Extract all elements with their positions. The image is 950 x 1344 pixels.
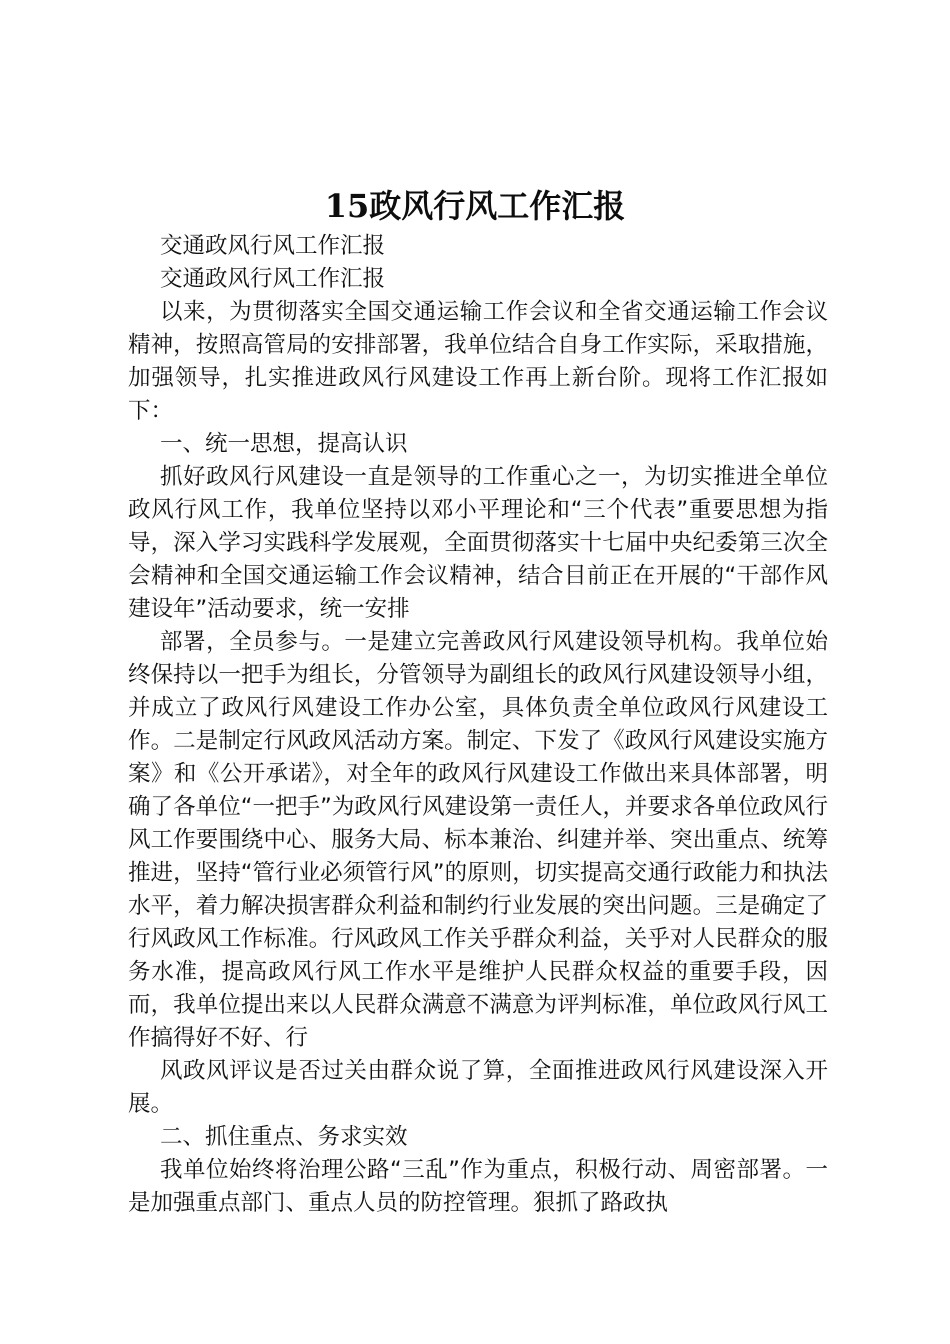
document-title: 15政风行风工作汇报 bbox=[324, 187, 626, 225]
section-heading-2: 二、抓住重点、务求实效 bbox=[160, 1124, 408, 1150]
body-paragraph: 风政风评议是否过关由群众说了算，全面推进政风行风建设深入开展。 bbox=[128, 1058, 828, 1117]
subtitle-line: 交通政风行风工作汇报 bbox=[160, 233, 386, 259]
body-paragraph: 我单位始终将治理公路“三乱”作为重点，积极行动、周密部署。一是加强重点部门、重点人员的防控管理。狠抓了路政执 bbox=[128, 1157, 828, 1216]
subtitle-line: 交通政风行风工作汇报 bbox=[160, 266, 386, 292]
document-body bbox=[128, 230, 828, 1220]
body-paragraph: 抓好政风行风建设一直是领导的工作重心之一，为切实推进全单位政风行风工作，我单位坚持以邓小平理论和“三个代表”重要思想为指导，深入学习实践科学发展观，全面贯彻落实十七届中央纪委第三次全会精神和全国交通运输工作会议精神，结合目前正在开展的“干部作风建设年”活动要求，统一安排 bbox=[128, 464, 828, 622]
section-heading-1: 一、统一思想，提高认识 bbox=[160, 431, 408, 457]
body-paragraph: 部署，全员参与。一是建立完善政风行风建设领导机构。我单位始终保持以一把手为组长，分管领导为副组长的政风行风建设领导小组，并成立了政风行风建设工作办公室，具体负责全单位政风行风建设工作。二是制定行风政风活动方案。制定、下发了《政风行风建设实施方案》和《公开承诺》，对全年的政风行风建设工作做出来具体部署，明确了各单位“一把手”为政风行风建设第一责任人，并要求各单位政风行风工作要围绕中心、服务大局、标本兼治、纠建并举、突出重点、统筹推进，坚持“管行业必须管行风”的原则，切实提高交通行政能力和执法水平，着力解决损害群众利益和制约行业发展的突出问题。三是确定了行风政风工作标准。行风政风工作关乎群众利益，关乎对人民群众的服务水准，提高政风行风工作水平是维护人民群众权益的重要手段，因而，我单位提出来以人民群众满意不满意为评判标准，单位政风行风工作搞得好不好、行 bbox=[128, 629, 828, 1051]
intro-paragraph: 以来，为贯彻落实全国交通运输工作会议和全省交通运输工作会议精神，按照高管局的安排部署，我单位结合自身工作实际，采取措施，加强领导，扎实推进政风行风建设工作再上新台阶。现将工作汇报如下： bbox=[128, 299, 828, 424]
